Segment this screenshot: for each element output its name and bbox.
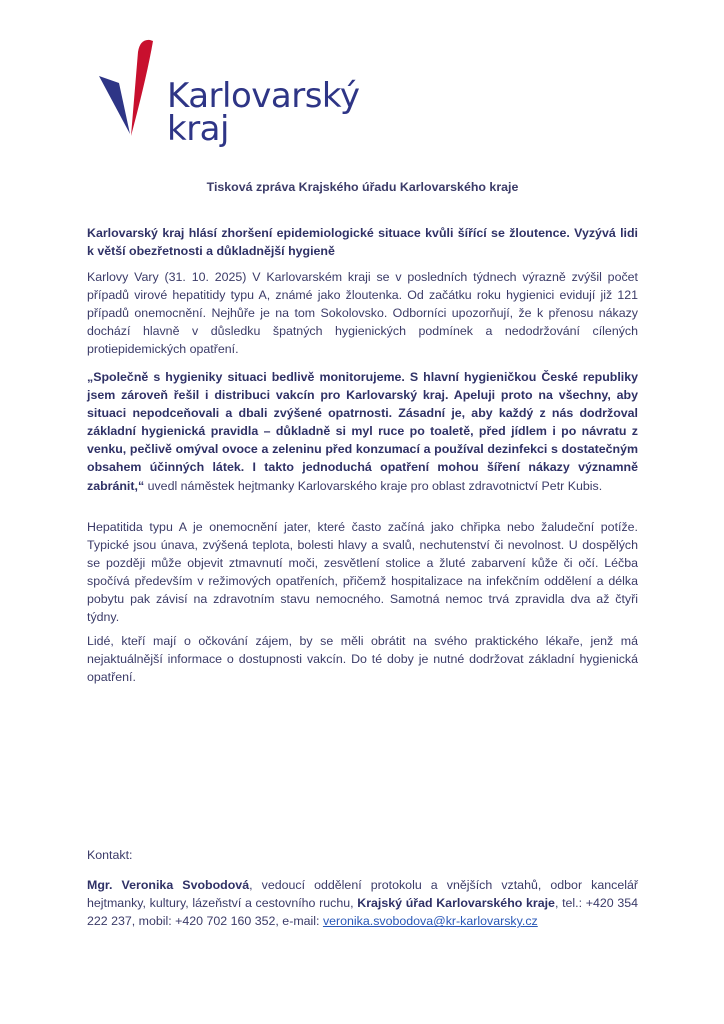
quote-attribution: uvedl náměstek hejtmanky Karlovarského kraje pro oblast zdravotnictví Petr Kubis. bbox=[144, 478, 603, 493]
contact-section bbox=[87, 846, 638, 930]
logo-wordmark bbox=[167, 76, 360, 149]
contact-email-link[interactable]: veronika.svobodova@kr-karlovarsky.cz bbox=[322, 914, 538, 929]
logo-mark-icon bbox=[97, 36, 167, 156]
logo-line-2: kraj bbox=[167, 109, 229, 149]
article-paragraph-1: Karlovy Vary (31. 10. 2025) V Karlovarském kraji se v posledních týdnech výrazně zvýšil počet případů virové hepatitidy typu A, známé jako žloutenka. Od začátku roku hygienici evidují již 121 případů onemocnění. Nejhůře je na tom Sokolovsko. Odborníci upozorňují, že k přenosu nákazy dochází hlavně v důsledku špatných hygienických podmínek a nedodržování cílených protiepidemických opatření. bbox=[87, 270, 638, 357]
article-paragraph-4: Lidé, kteří mají o očkování zájem, by se měli obrátit na svého praktického lékaře, jenž má nejaktuálnější informace o dostupnosti vakcín. Do té doby je nutné dodržovat základní hygienická opatření. bbox=[87, 634, 638, 685]
contact-label: Kontakt: bbox=[87, 848, 133, 862]
article-paragraph-3: Hepatitida typu A je onemocnění jater, které často začíná jako chřipka nebo žaludeční potíže. Typické jsou únava, zvýšená teplota, bolesti hlavy a svalů, nechutenství či nevolnost. U dospělých se později může objevit ztmavnutí moči, zesvětlení stolice a žluté zabarvení kůže či očí. Léčba spočívá především v režimových opatřeních, přičemž hospitalizace na infekčním oddělení a délka pobytu pak závisí na zdravotním stavu nemocného. Samotná nemoc trvá zpravidla dva až čtyři týdny. bbox=[87, 520, 638, 625]
article-quote-paragraph bbox=[87, 368, 638, 495]
contact-role: , vedoucí oddělení protokolu a vnějších vztahů, odbor kancelář hejtmanky, kultury, lázeňství a cestovního ruchu, bbox=[87, 878, 638, 911]
quote-text: „Společně s hygieniky situaci bedlivě monitorujeme. S hlavní hygieničkou České republiky jsem zároveň řešil i distribuci vakcín pro Karlovarský kraj. Apeluji proto na všechny, aby situaci nepodceňovali a dbali zvýšené opatrnosti. Zásadní je, aby každý z nás dodržoval základní hygienická pravidla – důkladně si myl ruce po toaletě, před jídlem i po návratu z venku, pečlivě omýval ovoce a zeleninu před konzumací a používal dezinfekci s dostatečným obsahem účinných látek. I takto jednoduchá opatření mohou šíření nákazy významně zabránit,“ bbox=[87, 370, 638, 493]
contact-office: Krajský úřad Karlovarského kraje bbox=[357, 896, 555, 911]
contact-details bbox=[87, 876, 638, 930]
karlovarsky-kraj-logo bbox=[97, 36, 360, 156]
contact-name: Mgr. Veronika Svobodová bbox=[87, 878, 250, 893]
contact-phones: , tel.: +420 354 222 237, mobil: +420 702 160 352, e-mail: bbox=[87, 896, 638, 929]
logo-line-1: Karlovarský bbox=[167, 76, 360, 116]
press-release-heading: Tisková zpráva Krajského úřadu Karlovarského kraje bbox=[206, 180, 519, 194]
article-headline: Karlovarský kraj hlásí zhoršení epidemiologické situace kvůli šířící se žloutence. Vyzývá lidi k větší obezřetnosti a důkladnější hygieně bbox=[87, 226, 638, 258]
